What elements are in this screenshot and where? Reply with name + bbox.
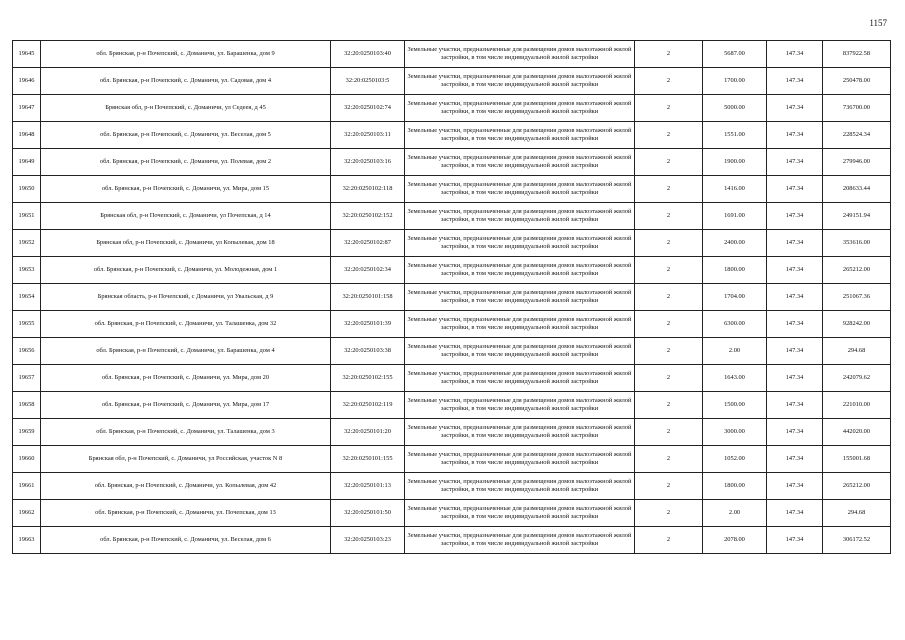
cadastral-value-cell: 279946.00 <box>823 149 891 176</box>
record-number-cell: 19650 <box>13 176 41 203</box>
address-cell: обл. Брянская, р-н Почепский, с. Доманичи, ул. Талашенка, дом 3 <box>41 419 331 446</box>
table-row <box>13 149 891 176</box>
land-use-cell: Земельные участки, предназначенные для размещения домов малоэтажной жилой застройки, в том числе индивидуальной жилой застройки <box>405 68 635 95</box>
table-row <box>13 419 891 446</box>
group-number-cell: 2 <box>635 473 703 500</box>
table-row <box>13 527 891 554</box>
specific-value-cell: 147.34 <box>767 311 823 338</box>
table-row <box>13 284 891 311</box>
cadastral-number-cell: 32:20:0250102:87 <box>331 230 405 257</box>
cadastral-number-cell: 32:20:0250102:34 <box>331 257 405 284</box>
cadastral-number-cell: 32:20:0250102:119 <box>331 392 405 419</box>
table-row <box>13 365 891 392</box>
cadastral-value-cell: 249151.94 <box>823 203 891 230</box>
cadastral-number-cell: 32:20:0250101:20 <box>331 419 405 446</box>
land-use-cell: Земельные участки, предназначенные для размещения домов малоэтажной жилой застройки, в том числе индивидуальной жилой застройки <box>405 527 635 554</box>
address-cell: обл. Брянская, р-н Почепский, с. Доманичи, ул. Мира, дом 17 <box>41 392 331 419</box>
area-cell: 1052.00 <box>703 446 767 473</box>
area-cell: 1416.00 <box>703 176 767 203</box>
table-row <box>13 122 891 149</box>
address-cell: обл. Брянская, р-н Почепский, с. Доманичи, ул. Барашенка, дом 4 <box>41 338 331 365</box>
cadastral-number-cell: 32:20:0250102:74 <box>331 95 405 122</box>
address-cell: обл. Брянская, р-н Почепский, с. Доманичи, ул. Мира, дом 15 <box>41 176 331 203</box>
land-use-cell: Земельные участки, предназначенные для размещения домов малоэтажной жилой застройки, в том числе индивидуальной жилой застройки <box>405 419 635 446</box>
area-cell: 1800.00 <box>703 257 767 284</box>
cadastral-number-cell: 32:20:0250103:38 <box>331 338 405 365</box>
table-row <box>13 203 891 230</box>
table-row <box>13 41 891 68</box>
cadastral-value-cell: 265212.00 <box>823 473 891 500</box>
cadastral-number-cell: 32:20:0250101:39 <box>331 311 405 338</box>
address-cell: обл. Брянская, р-н Почепский, с. Доманичи, ул. Талашенка, дом 32 <box>41 311 331 338</box>
record-number-cell: 19662 <box>13 500 41 527</box>
specific-value-cell: 147.34 <box>767 284 823 311</box>
table-body <box>13 41 891 554</box>
cadastral-number-cell: 32:20:0250103:23 <box>331 527 405 554</box>
cadastral-number-cell: 32:20:0250102:155 <box>331 365 405 392</box>
address-cell: обл. Брянская, р-н Почепский, с. Доманичи, ул. Садовая, дом 4 <box>41 68 331 95</box>
land-use-cell: Земельные участки, предназначенные для размещения домов малоэтажной жилой застройки, в том числе индивидуальной жилой застройки <box>405 500 635 527</box>
cadastral-value-cell: 242079.62 <box>823 365 891 392</box>
address-cell: обл. Брянская, р-н Почепский, с. Доманичи, ул. Молодежная, дом 1 <box>41 257 331 284</box>
land-use-cell: Земельные участки, предназначенные для размещения домов малоэтажной жилой застройки, в том числе индивидуальной жилой застройки <box>405 338 635 365</box>
record-number-cell: 19646 <box>13 68 41 95</box>
record-number-cell: 19657 <box>13 365 41 392</box>
record-number-cell: 19661 <box>13 473 41 500</box>
land-use-cell: Земельные участки, предназначенные для размещения домов малоэтажной жилой застройки, в том числе индивидуальной жилой застройки <box>405 392 635 419</box>
area-cell: 2.00 <box>703 338 767 365</box>
cadastral-value-cell: 265212.00 <box>823 257 891 284</box>
table-row <box>13 176 891 203</box>
specific-value-cell: 147.34 <box>767 230 823 257</box>
cadastral-number-cell: 32:20:0250103:16 <box>331 149 405 176</box>
specific-value-cell: 147.34 <box>767 41 823 68</box>
area-cell: 6300.00 <box>703 311 767 338</box>
group-number-cell: 2 <box>635 257 703 284</box>
group-number-cell: 2 <box>635 527 703 554</box>
address-cell: Брянская обл, р-н Почепский, с. Доманичи, ул Российская, участок N 8 <box>41 446 331 473</box>
land-use-cell: Земельные участки, предназначенные для размещения домов малоэтажной жилой застройки, в том числе индивидуальной жилой застройки <box>405 311 635 338</box>
group-number-cell: 2 <box>635 122 703 149</box>
address-cell: обл. Брянская, р-н Почепский, с. Доманичи, ул. Мира, дом 20 <box>41 365 331 392</box>
group-number-cell: 2 <box>635 176 703 203</box>
table-row <box>13 500 891 527</box>
address-cell: Брянская обл, р-н Почепский, с. Доманичи, ул Седеея, д 45 <box>41 95 331 122</box>
table-row <box>13 230 891 257</box>
table-row <box>13 392 891 419</box>
cadastral-value-cell: 353616.00 <box>823 230 891 257</box>
record-number-cell: 19648 <box>13 122 41 149</box>
specific-value-cell: 147.34 <box>767 446 823 473</box>
land-use-cell: Земельные участки, предназначенные для размещения домов малоэтажной жилой застройки, в том числе индивидуальной жилой застройки <box>405 41 635 68</box>
group-number-cell: 2 <box>635 311 703 338</box>
cadastral-number-cell: 32:20:0250103:11 <box>331 122 405 149</box>
address-cell: обл. Брянская, р-н Почепский, с. Доманичи, ул. Веселая, дом 6 <box>41 527 331 554</box>
cadastral-value-cell: 221010.00 <box>823 392 891 419</box>
land-use-cell: Земельные участки, предназначенные для размещения домов малоэтажной жилой застройки, в том числе индивидуальной жилой застройки <box>405 203 635 230</box>
group-number-cell: 2 <box>635 68 703 95</box>
specific-value-cell: 147.34 <box>767 392 823 419</box>
table-row <box>13 473 891 500</box>
specific-value-cell: 147.34 <box>767 257 823 284</box>
cadastral-value-table <box>12 40 891 554</box>
group-number-cell: 2 <box>635 41 703 68</box>
address-cell: обл. Брянская, р-н Почепский, с. Доманичи, ул. Веселая, дом 5 <box>41 122 331 149</box>
land-use-cell: Земельные участки, предназначенные для размещения домов малоэтажной жилой застройки, в том числе индивидуальной жилой застройки <box>405 230 635 257</box>
area-cell: 1691.00 <box>703 203 767 230</box>
cadastral-value-cell: 208633.44 <box>823 176 891 203</box>
group-number-cell: 2 <box>635 338 703 365</box>
cadastral-number-cell: 32:20:0250101:50 <box>331 500 405 527</box>
specific-value-cell: 147.34 <box>767 419 823 446</box>
specific-value-cell: 147.34 <box>767 500 823 527</box>
group-number-cell: 2 <box>635 95 703 122</box>
record-number-cell: 19653 <box>13 257 41 284</box>
area-cell: 2400.00 <box>703 230 767 257</box>
group-number-cell: 2 <box>635 230 703 257</box>
land-use-cell: Земельные участки, предназначенные для размещения домов малоэтажной жилой застройки, в том числе индивидуальной жилой застройки <box>405 284 635 311</box>
record-number-cell: 19656 <box>13 338 41 365</box>
area-cell: 2078.00 <box>703 527 767 554</box>
cadastral-value-cell: 306172.52 <box>823 527 891 554</box>
cadastral-value-cell: 928242.00 <box>823 311 891 338</box>
group-number-cell: 2 <box>635 446 703 473</box>
cadastral-number-cell: 32:20:0250102:152 <box>331 203 405 230</box>
address-cell: Брянская область, р-н Почепский, с Доманичи, ул Увальская, д 9 <box>41 284 331 311</box>
record-number-cell: 19647 <box>13 95 41 122</box>
area-cell: 1700.00 <box>703 68 767 95</box>
area-cell: 5687.00 <box>703 41 767 68</box>
record-number-cell: 19652 <box>13 230 41 257</box>
record-number-cell: 19659 <box>13 419 41 446</box>
land-use-cell: Земельные участки, предназначенные для размещения домов малоэтажной жилой застройки, в том числе индивидуальной жилой застройки <box>405 446 635 473</box>
record-number-cell: 19645 <box>13 41 41 68</box>
area-cell: 1900.00 <box>703 149 767 176</box>
land-use-cell: Земельные участки, предназначенные для размещения домов малоэтажной жилой застройки, в том числе индивидуальной жилой застройки <box>405 473 635 500</box>
land-use-cell: Земельные участки, предназначенные для размещения домов малоэтажной жилой застройки, в том числе индивидуальной жилой застройки <box>405 257 635 284</box>
area-cell: 2.00 <box>703 500 767 527</box>
address-cell: обл. Брянская, р-н Почепский, с. Доманичи, ул. Копылевая, дом 42 <box>41 473 331 500</box>
group-number-cell: 2 <box>635 203 703 230</box>
area-cell: 1643.00 <box>703 365 767 392</box>
cadastral-number-cell: 32:20:0250103:40 <box>331 41 405 68</box>
group-number-cell: 2 <box>635 284 703 311</box>
group-number-cell: 2 <box>635 419 703 446</box>
record-number-cell: 19660 <box>13 446 41 473</box>
table-row <box>13 311 891 338</box>
land-use-cell: Земельные участки, предназначенные для размещения домов малоэтажной жилой застройки, в том числе индивидуальной жилой застройки <box>405 176 635 203</box>
cadastral-value-cell: 442020.00 <box>823 419 891 446</box>
group-number-cell: 2 <box>635 500 703 527</box>
cadastral-value-cell: 736700.00 <box>823 95 891 122</box>
land-use-cell: Земельные участки, предназначенные для размещения домов малоэтажной жилой застройки, в том числе индивидуальной жилой застройки <box>405 95 635 122</box>
group-number-cell: 2 <box>635 365 703 392</box>
specific-value-cell: 147.34 <box>767 473 823 500</box>
address-cell: Брянская обл, р-н Почепский, с. Доманичи, ул Почепская, д 14 <box>41 203 331 230</box>
group-number-cell: 2 <box>635 392 703 419</box>
specific-value-cell: 147.34 <box>767 338 823 365</box>
cadastral-value-cell: 251067.36 <box>823 284 891 311</box>
record-number-cell: 19655 <box>13 311 41 338</box>
land-use-cell: Земельные участки, предназначенные для размещения домов малоэтажной жилой застройки, в том числе индивидуальной жилой застройки <box>405 122 635 149</box>
cadastral-value-cell: 228524.34 <box>823 122 891 149</box>
specific-value-cell: 147.34 <box>767 365 823 392</box>
specific-value-cell: 147.34 <box>767 122 823 149</box>
record-number-cell: 19658 <box>13 392 41 419</box>
address-cell: Брянская обл, р-н Почепский, с. Доманичи, ул Копылевая, дом 18 <box>41 230 331 257</box>
area-cell: 1704.00 <box>703 284 767 311</box>
cadastral-value-cell: 294.68 <box>823 338 891 365</box>
specific-value-cell: 147.34 <box>767 68 823 95</box>
group-number-cell: 2 <box>635 149 703 176</box>
address-cell: обл. Брянская, р-н Почепский, с. Доманичи, ул. Почепская, дом 13 <box>41 500 331 527</box>
cadastral-number-cell: 32:20:0250103:5 <box>331 68 405 95</box>
address-cell: обл. Брянская, р-н Почепский, с. Доманичи, ул. Полевая, дом 2 <box>41 149 331 176</box>
cadastral-value-cell: 155001.68 <box>823 446 891 473</box>
cadastral-number-cell: 32:20:0250101:13 <box>331 473 405 500</box>
specific-value-cell: 147.34 <box>767 203 823 230</box>
area-cell: 1800.00 <box>703 473 767 500</box>
cadastral-value-cell: 250478.00 <box>823 68 891 95</box>
area-cell: 5000.00 <box>703 95 767 122</box>
record-number-cell: 19654 <box>13 284 41 311</box>
record-number-cell: 19649 <box>13 149 41 176</box>
table-row <box>13 446 891 473</box>
cadastral-value-cell: 837922.58 <box>823 41 891 68</box>
table-row <box>13 95 891 122</box>
table-row <box>13 338 891 365</box>
record-number-cell: 19663 <box>13 527 41 554</box>
cadastral-value-cell: 294.68 <box>823 500 891 527</box>
cadastral-number-cell: 32:20:0250101:155 <box>331 446 405 473</box>
record-number-cell: 19651 <box>13 203 41 230</box>
table-row <box>13 68 891 95</box>
page-number: 1157 <box>869 18 887 28</box>
specific-value-cell: 147.34 <box>767 527 823 554</box>
specific-value-cell: 147.34 <box>767 149 823 176</box>
land-use-cell: Земельные участки, предназначенные для размещения домов малоэтажной жилой застройки, в том числе индивидуальной жилой застройки <box>405 365 635 392</box>
specific-value-cell: 147.34 <box>767 95 823 122</box>
address-cell: обл. Брянская, р-н Почепский, с. Доманичи, ул. Барашенка, дом 9 <box>41 41 331 68</box>
land-use-cell: Земельные участки, предназначенные для размещения домов малоэтажной жилой застройки, в том числе индивидуальной жилой застройки <box>405 149 635 176</box>
cadastral-number-cell: 32:20:0250102:118 <box>331 176 405 203</box>
table-row <box>13 257 891 284</box>
area-cell: 1551.00 <box>703 122 767 149</box>
specific-value-cell: 147.34 <box>767 176 823 203</box>
area-cell: 1500.00 <box>703 392 767 419</box>
cadastral-number-cell: 32:20:0250101:158 <box>331 284 405 311</box>
area-cell: 3000.00 <box>703 419 767 446</box>
